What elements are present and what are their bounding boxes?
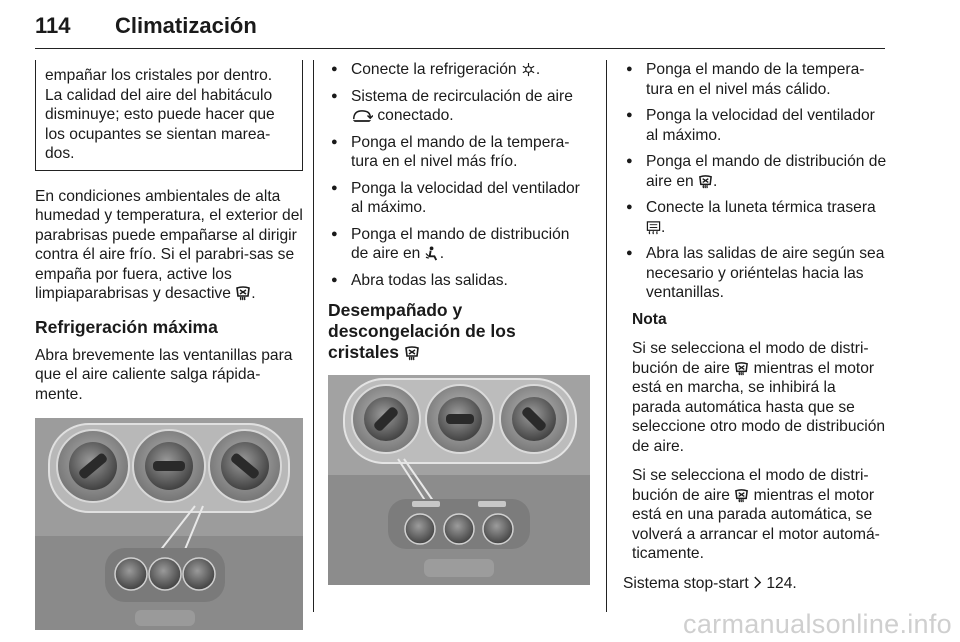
snowflake-icon: [521, 62, 536, 77]
list-item: ● Ponga la velocidad del ventilador al máximo.: [328, 179, 590, 218]
column-divider: [313, 60, 314, 612]
recirculation-icon: [351, 108, 373, 123]
cross-reference[interactable]: Sistema stop-start 124.: [623, 574, 797, 592]
section-heading: Refrigeración máxima: [35, 316, 218, 337]
rear-window-heater-icon: [646, 220, 661, 235]
list-item: ● Ponga el mando de distribución de aire en .: [328, 225, 590, 264]
note-box-text: empañar los cristales por dentro. La calidad del aire del habitáculo disminuye; esto puede hacer que los ocupantes se sientan marea-dos.: [45, 67, 275, 162]
column-1: [35, 60, 303, 630]
bullet-list: [623, 60, 888, 303]
footwell-icon: [425, 246, 440, 261]
windscreen-defrost-icon: [235, 285, 251, 301]
column-3: [623, 60, 888, 606]
climate-control-illustration: [328, 375, 590, 585]
section-heading: Desempañado y descongelación de los cristales: [328, 300, 516, 362]
watermark: carmanualsonline.info: [683, 609, 952, 639]
list-item: ● Abra todas las salidas.: [328, 271, 590, 291]
page-header: [35, 0, 885, 49]
bullet-list: [328, 60, 590, 290]
list-item: ● Conecte la refrigeración .: [328, 60, 590, 80]
paragraph: En condiciones ambientales de alta humedad y temperatura, el exterior del parabrisas puede empañarse al dirigir contra él aire frío. Si el parabri-sas se empaña por fuera, active los limpiaparabrisas y desactive .: [35, 187, 303, 302]
page-number: 114: [35, 13, 71, 38]
windscreen-defrost-icon: [404, 345, 420, 361]
windscreen-defrost-icon: [698, 174, 713, 189]
list-item: ● Ponga el mando de la tempera-tura en el nivel más frío.: [328, 133, 590, 172]
list-item: ● Sistema de recirculación de aire conectado.: [328, 87, 590, 126]
list-item: ● Abra las salidas de aire según sea necesario y oriéntelas hacia las ventanillas.: [623, 244, 888, 303]
climate-control-illustration: [35, 418, 303, 630]
note-heading: Nota: [632, 310, 667, 328]
note-section: [623, 310, 888, 564]
paragraph: Abra brevemente las ventanillas para que el aire caliente salga rápida-mente.: [35, 346, 293, 403]
page-title: Climatización: [115, 13, 257, 38]
note-box: [35, 60, 303, 171]
list-item: ● Conecte la luneta térmica trasera .: [623, 198, 888, 237]
list-item: ● Ponga el mando de distribución de aire en .: [623, 152, 888, 191]
paragraph: Si se selecciona el modo de distri-bución de aire mientras el motor está en marcha, se inhibirá la parada automática hasta que se seleccione otro modo de distribución de aire.: [632, 340, 886, 455]
list-item: ● Ponga la velocidad del ventilador al máximo.: [623, 106, 888, 145]
paragraph: Si se selecciona el modo de distri-bución de aire mientras el motor está en una parada automática, se volverá a arrancar el motor automá-ticamente.: [632, 467, 880, 562]
list-item: ● Ponga el mando de la tempera-tura en el nivel más cálido.: [623, 60, 888, 99]
column-2: [328, 60, 590, 585]
windscreen-defrost-icon: [734, 488, 749, 503]
crossref-arrow-icon: [753, 576, 762, 589]
windscreen-defrost-icon: [734, 361, 749, 376]
column-divider: [606, 60, 607, 612]
